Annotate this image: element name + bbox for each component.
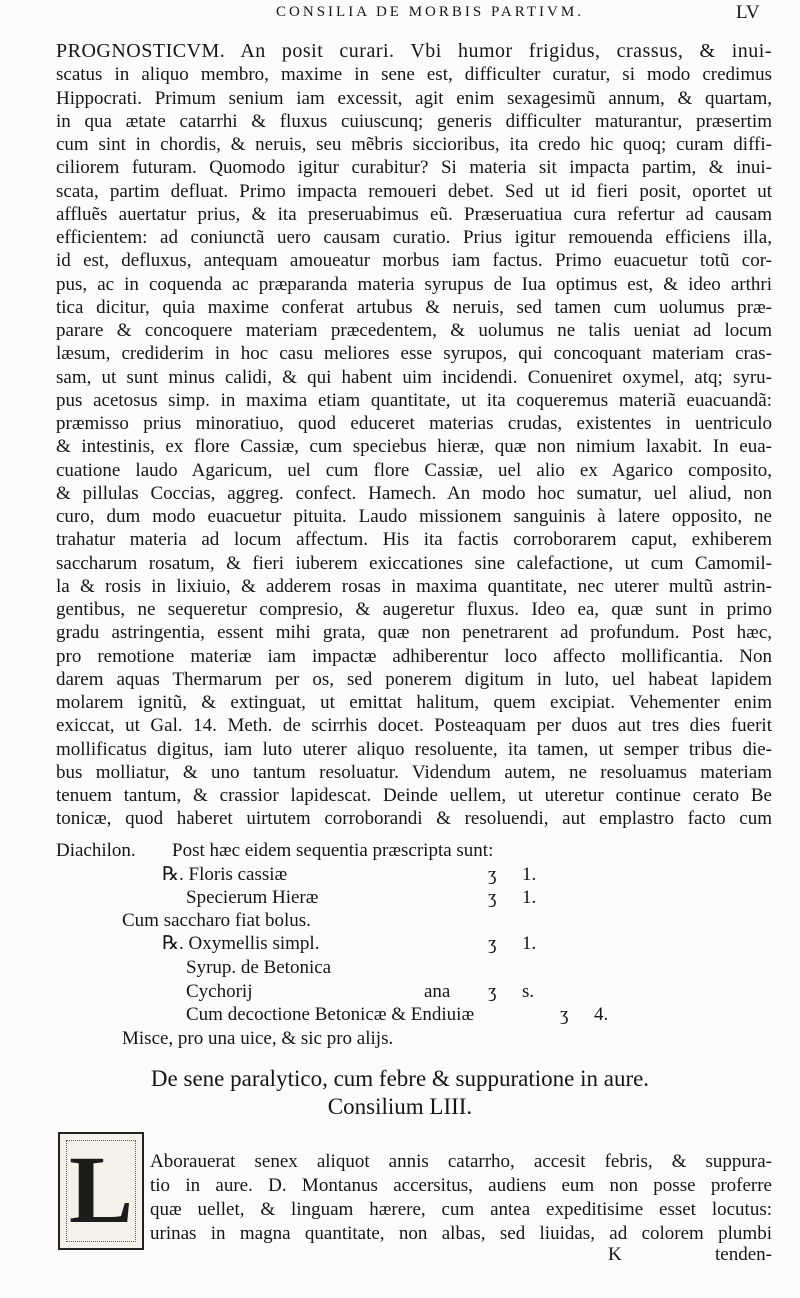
text-line: id est, defluxus, antequam amoueatur morbus iam factus. Primo euacuetur totũ cor- [56,250,772,272]
running-head: CONSILIA DE MORBIS PARTIVM. [276,4,584,20]
recipe-unit: ʒ [488,933,497,954]
page-foot [150,1244,772,1270]
recipe-quantity: 1. [522,864,537,885]
recipe-ingredient: Specierum Hieræ [186,887,319,908]
text-line: efficientem: ad coniunctã uero causam curatio. Prius igitur remouenda efficiens illa, [56,227,772,248]
text-line: tica dicitur, quia maxime conferat artubus & neruis, sed tamen cum uolumus præ- [56,296,772,318]
text-line: scatus in aliquo membro, maxime in sene est, difficulter curatur, si modo credimus [56,64,772,86]
recipe-quantity: s. [522,981,535,1002]
text-line: Aborauerat senex aliquot annis catarrho, accesit febris, & suppura- [150,1151,772,1172]
recipe-ingredient: Cum decoctione Betonicæ & Endiuiæ [186,1004,475,1025]
text-line: bus molliatur, & uno tantum resoluatur. Videndum autem, ne resoluamus materiam [56,761,772,783]
text-line: in qua ætate catarrhi & fluxus cuiuscunq; generis difficulter maturantur, præsertim [56,110,772,132]
recipe-ingredient: ℞. Floris cassiæ [162,864,288,885]
text-line: pro remotione materiæ iam impactæ adhiberentur loco affecto mollificantia. Non [56,645,772,667]
folio-number: LV [736,2,760,23]
text-line: pus acetosus simp. in maxima etiam quantitate, ut ita coqueremus materiã euacuandã: [56,389,772,411]
rx-intro-left: Diachilon. [56,840,136,861]
text-line: sam, ut sunt minus calidi, & qui habent uim incidendi. Conueniret oxymel, atq; syru- [56,366,772,388]
text-line: darem aquas Thermarum per os, sed ponerem digitum in luto, uel habeat lapidem [56,668,772,690]
recipe-unit: ʒ [488,981,497,1002]
text-line: exiccat, ut Gal. 14. Meth. de scirrhis docet. Posteaquam per duos aut tres dies fuerit [56,715,772,737]
text-line: & intestinis, ex flore Cassiæ, cum speciebus hieræ, quæ non nimium laxabit. In eua- [56,436,772,458]
consilium-title: De sene paralytico, cum febre & suppuratione in aure. [150,1066,650,1091]
recipe-quantity: 1. [522,887,537,908]
recipe-instruction: Cum saccharo fiat bolus. [122,910,311,931]
text-line: scata, partim defluat. Primo impacta remoueri debet. Sed ut id fieri posit, oportet ut [56,180,772,202]
text-line: Hippocrati. Primum senium iam excessit, agit enim sexagesimũ annum, & quartam, [56,87,772,109]
text-line: gentibus, ne sequeretur compresio, & augeretur fluxus. Ideo ea, quæ sunt in primo [56,599,772,620]
text-line: cuatione laudo Agaricum, uel cum flore Cassiæ, uel alio ex Agarico composito, [56,459,772,481]
text-line: cum sint in chordis, & neruis, seu mẽbris siccioribus, ita credo hic quoq; curam diffi- [56,134,772,155]
recipe-ana: ana [424,981,451,1002]
recipe-quantity: 4. [594,1004,609,1025]
initial-letter: L [68,1136,134,1243]
text-line: urinas in magna quantitate, non albas, sed liuidas, ad colorem plumbi [150,1223,772,1244]
text-line: molarem ignitũ, & extinguat, ut emittat halitum, quem excipiat. Vehementer enim [56,692,772,713]
consilium-number: Consilium LIII. [327,1094,473,1119]
recipe-unit: ʒ [488,864,497,885]
text-line: affluẽs auertatur prius, & ita preseruabimus eũ. Præseruatiua cura refertur ad causam [56,203,772,225]
recipe-instruction: Misce, pro una uice, & sic pro alijs. [122,1028,394,1049]
text-line: curo, dum modo euacuetur pituita. Laudo missionem sanguinis à latere opposito, ne [56,506,772,527]
catchword: tenden- [715,1244,772,1265]
prognosis-text [56,40,772,831]
text-line: pus, ac in coquenda ac præparanda materia syrupus de Iua optimus est, & ideo arthri [56,273,772,295]
text-line: præmisso prius minoratiuo, quod educeret materias crudas, existentes in uentriculo [56,413,772,434]
text-line: læsum, crediderim in hoc casu meliores esse syrupos, qui concoquant materiam cras- [56,343,772,365]
recipe-unit: ʒ [488,887,497,908]
recipe-ingredient: ℞. Oxymellis simpl. [162,933,320,954]
decorated-initial [58,1132,144,1250]
text-line: quæ uellet, & linguam hærere, cum antea expeditisime esset locutus: [150,1199,772,1220]
text-line: tio in aure. D. Montanus accersitus, audiens eum non posse proferre [150,1175,772,1196]
consilium-text [150,1150,772,1246]
text-line: saccharum rosatum, & fieri iuberem exiccationes sine calefactione, ut cum Camomil- [56,552,772,574]
text-line: gradu astringentia, essent mihi grata, quæ non penetrarent ad profundum. Post hæc, [56,622,772,644]
text-line: parare & concoquere materiam præcedentem, & uolumus ne talis ueniat ad locum [56,320,772,341]
text-line: & pillulas Coccias, aggreg. confect. Hamech. An modo hoc sumatur, uel aliud, non [56,482,772,504]
text-line: mollificatus digitus, iam luto uterer aliquo resoluente, ita tamen, ut semper tribus die- [56,738,772,760]
text-line: tonicæ, quod haberet uirtutem corroborandi & resoluendi, aut emplastro facto cum [56,808,772,830]
signature-mark: K [608,1244,622,1265]
text-line: trahatur materia ad locum affectum. His ita factis corroborarem caput, exhiberem [56,529,772,551]
rx-intro-right: Post hæc eidem sequentia præscripta sunt: [172,840,494,861]
recipe-ingredient: Cychorij [186,981,253,1002]
text-line: tenuem tantum, & crassior lapidescat. Deinde uellem, ut uteretur continue cerato Be [56,785,772,806]
text-line: ciliorem futuram. Quomodo igitur curabitur? Si materia sit impacta partim, & inui- [56,157,772,179]
recipe-quantity: 1. [522,933,537,954]
recipe-ingredient: Syrup. de Betonica [186,957,332,978]
text-line: PROGNOSTICVM. An posit curari. Vbi humor frigidus, crassus, & inui- [56,40,772,62]
text-line: la & rosis in lixiuio, & adderem rosas in maxima quantitate, nec uterer multũ astrin- [56,575,772,597]
recipe-unit: ʒ [560,1004,569,1025]
